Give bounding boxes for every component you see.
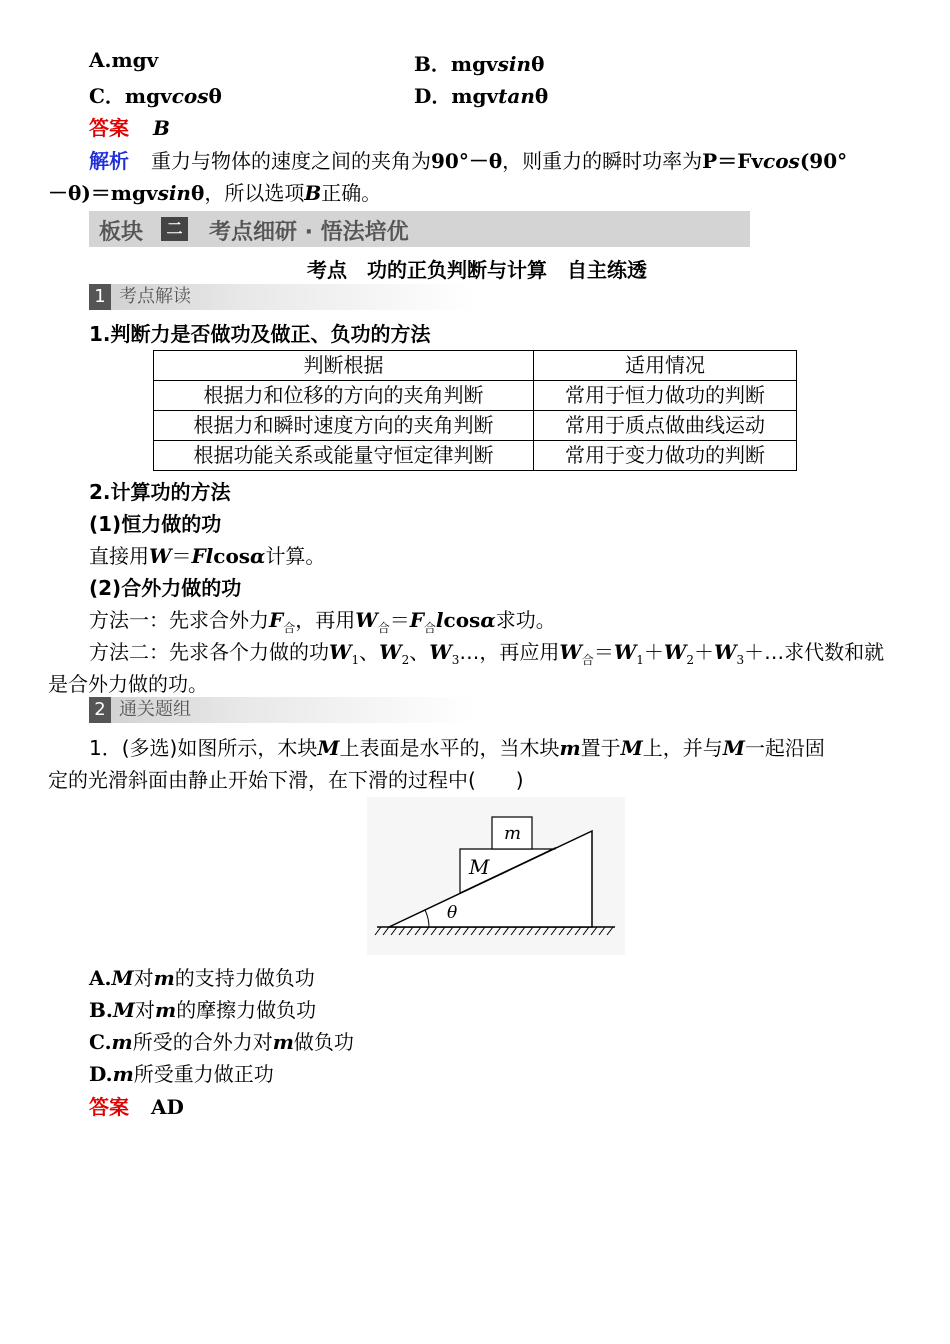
table-row xyxy=(154,411,797,441)
table-header: 适用情况 xyxy=(534,351,797,381)
question-line-1: 1．(多选)如图所示，木块M上表面是水平的，当木块m置于M上，并与M一起沿固 xyxy=(89,736,825,760)
analysis-line-2: －θ)＝mgvsinθ，所以选项B正确。 xyxy=(48,181,382,205)
heading-1: 1.判断力是否做功及做正、负功的方法 xyxy=(89,322,431,346)
subheading-2: (2)合外力做的功 xyxy=(89,576,242,600)
section-banner: 板块 二 考点细研 · 悟法培优 xyxy=(89,211,750,247)
choice-a: A.M对m的支持力做负功 xyxy=(89,966,315,990)
option-a: A.mgv xyxy=(89,48,159,72)
label-theta: θ xyxy=(447,903,458,923)
table-cell: 根据功能关系或能量守恒定律判断 xyxy=(154,441,534,471)
choice-c: C.m所受的合外力对m做负功 xyxy=(89,1030,354,1054)
method-2-line-1: 方法二：先求各个力做的功$W_1$、$W_2$、$W_3\dots$，再应用$W_合=W_1+W_2+W_3+\dots$求代数和就 xyxy=(89,640,885,667)
label-M: M xyxy=(469,855,490,879)
table-cell: 常用于质点做曲线运动 xyxy=(534,411,797,441)
answer-1: 答案 B xyxy=(89,116,170,140)
choice-b: B.M对m的摩擦力做负功 xyxy=(89,998,317,1022)
question-line-2: 定的光滑斜面由静止开始下滑，在下滑的过程中( ) xyxy=(48,768,524,792)
table-cell: 根据力和瞬时速度方向的夹角判断 xyxy=(154,411,534,441)
method-2-line-2: 是合外力做的功。 xyxy=(48,672,208,696)
tag-tongguan-tizu: 2 通关题组 xyxy=(89,697,474,723)
incline-figure xyxy=(367,797,625,955)
section-title: 考点 功的正负判断与计算 自主练透 xyxy=(307,258,647,282)
table-header-row xyxy=(154,351,797,381)
method-1: 方法一：先求合外力$F_合$，再用$W_合=F_合lcos\alpha$求功。 xyxy=(89,608,556,635)
table-cell: 常用于变力做功的判断 xyxy=(534,441,797,471)
table-cell: 根据力和位移的方向的夹角判断 xyxy=(154,381,534,411)
table-cell: 常用于恒力做功的判断 xyxy=(534,381,797,411)
direct-formula: 直接用W＝Flcosα计算。 xyxy=(89,544,326,568)
table-row xyxy=(154,381,797,411)
criteria-table xyxy=(153,350,797,471)
answer-2: 答案 AD xyxy=(89,1095,184,1119)
option-c: C．mgvcosθ xyxy=(89,84,222,108)
analysis-line-1: 解析 重力与物体的速度之间的夹角为90°－θ，则重力的瞬时功率为P＝Fvcos(90° xyxy=(89,149,848,173)
banner-number: 二 xyxy=(161,217,188,241)
option-d: D．mgvtanθ xyxy=(414,84,549,108)
subheading-1: (1)恒力做的功 xyxy=(89,512,222,536)
option-b: B．mgvsinθ xyxy=(414,52,545,76)
table-header: 判断根据 xyxy=(154,351,534,381)
tag-kaodian-jiedu: 1 考点解读 xyxy=(89,284,474,310)
table-row xyxy=(154,441,797,471)
choice-d: D.m所受重力做正功 xyxy=(89,1062,274,1086)
heading-2: 2.计算功的方法 xyxy=(89,480,231,504)
label-m: m xyxy=(504,823,522,844)
